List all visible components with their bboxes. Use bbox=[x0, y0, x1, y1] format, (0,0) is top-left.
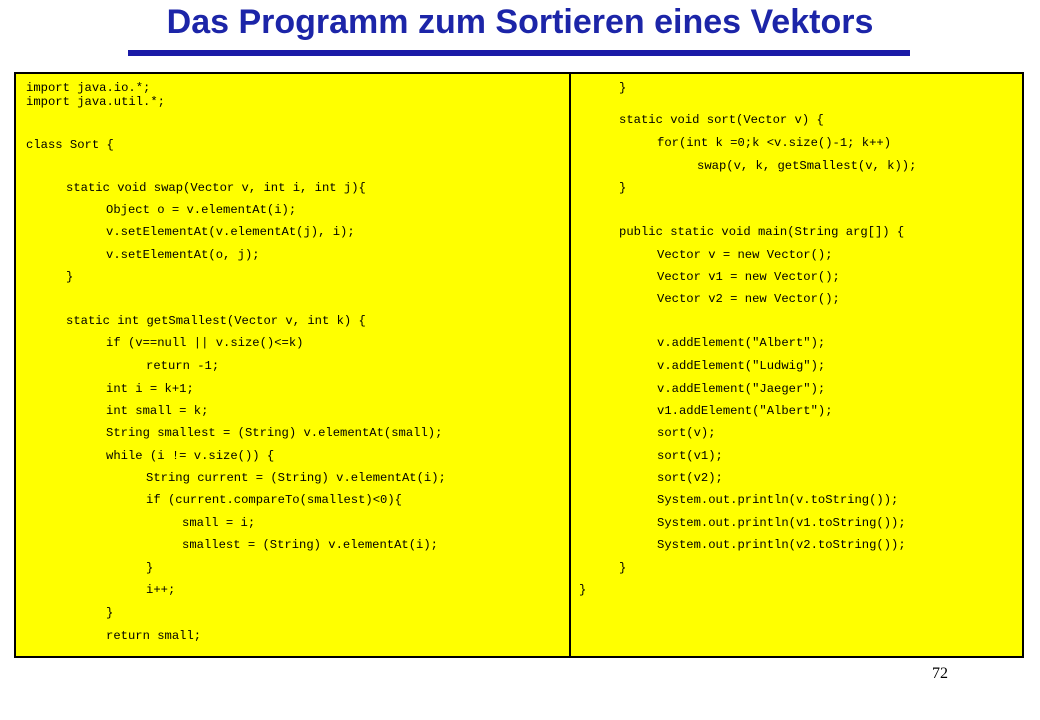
code-line: static int getSmallest(Vector v, int k) { bbox=[66, 314, 366, 328]
code-line: import java.util.*; bbox=[26, 95, 165, 109]
code-line: Vector v = new Vector(); bbox=[657, 248, 833, 262]
code-line: import java.io.*; bbox=[26, 81, 151, 95]
page-number: 72 bbox=[932, 665, 948, 682]
code-line: v.addElement("Jaeger"); bbox=[657, 382, 826, 396]
code-line: return small; bbox=[106, 629, 202, 643]
code-line: } bbox=[619, 81, 627, 95]
code-line: return -1; bbox=[146, 359, 220, 373]
code-line: Object o = v.elementAt(i); bbox=[106, 203, 297, 217]
code-line: class Sort { bbox=[26, 138, 114, 152]
code-line: } bbox=[106, 606, 114, 620]
code-line: sort(v1); bbox=[657, 449, 723, 463]
code-line: public static void main(String arg[]) { bbox=[619, 225, 905, 239]
code-line: int small = k; bbox=[106, 404, 209, 418]
code-line: smallest = (String) v.elementAt(i); bbox=[182, 538, 438, 552]
code-line: static void swap(Vector v, int i, int j){ bbox=[66, 181, 366, 195]
code-line: v1.addElement("Albert"); bbox=[657, 404, 833, 418]
code-column-left bbox=[16, 74, 571, 656]
code-line: } bbox=[146, 561, 154, 575]
code-line: static void sort(Vector v) { bbox=[619, 113, 824, 127]
code-line: small = i; bbox=[182, 516, 256, 530]
code-line: System.out.println(v.toString()); bbox=[657, 493, 899, 507]
code-line: sort(v); bbox=[657, 426, 716, 440]
code-line: String smallest = (String) v.elementAt(small); bbox=[106, 426, 443, 440]
code-line: v.addElement("Ludwig"); bbox=[657, 359, 826, 373]
code-line: swap(v, k, getSmallest(v, k)); bbox=[697, 159, 917, 173]
code-line: } bbox=[579, 583, 587, 597]
code-line: System.out.println(v1.toString()); bbox=[657, 516, 906, 530]
code-line: sort(v2); bbox=[657, 471, 723, 485]
code-line: if (v==null || v.size()<=k) bbox=[106, 336, 304, 350]
code-line: i++; bbox=[146, 583, 176, 597]
code-line: Vector v2 = new Vector(); bbox=[657, 292, 840, 306]
code-line: while (i != v.size()) { bbox=[106, 449, 275, 463]
code-line: for(int k =0;k <v.size()-1; k++) bbox=[657, 136, 892, 150]
code-line: } bbox=[619, 561, 627, 575]
code-line: int i = k+1; bbox=[106, 382, 194, 396]
code-line: v.setElementAt(o, j); bbox=[106, 248, 260, 262]
code-line: } bbox=[619, 181, 627, 195]
code-line: if (current.compareTo(smallest)<0){ bbox=[146, 493, 402, 507]
code-line: Vector v1 = new Vector(); bbox=[657, 270, 840, 284]
code-column-right bbox=[571, 74, 1022, 656]
code-box bbox=[14, 72, 1024, 658]
code-line: v.setElementAt(v.elementAt(j), i); bbox=[106, 225, 355, 239]
code-line: } bbox=[66, 270, 74, 284]
slide-title: Das Programm zum Sortieren eines Vektors bbox=[166, 3, 874, 41]
code-line: String current = (String) v.elementAt(i); bbox=[146, 471, 446, 485]
title-underline bbox=[128, 50, 910, 56]
code-line: System.out.println(v2.toString()); bbox=[657, 538, 906, 552]
code-line: v.addElement("Albert"); bbox=[657, 336, 826, 350]
